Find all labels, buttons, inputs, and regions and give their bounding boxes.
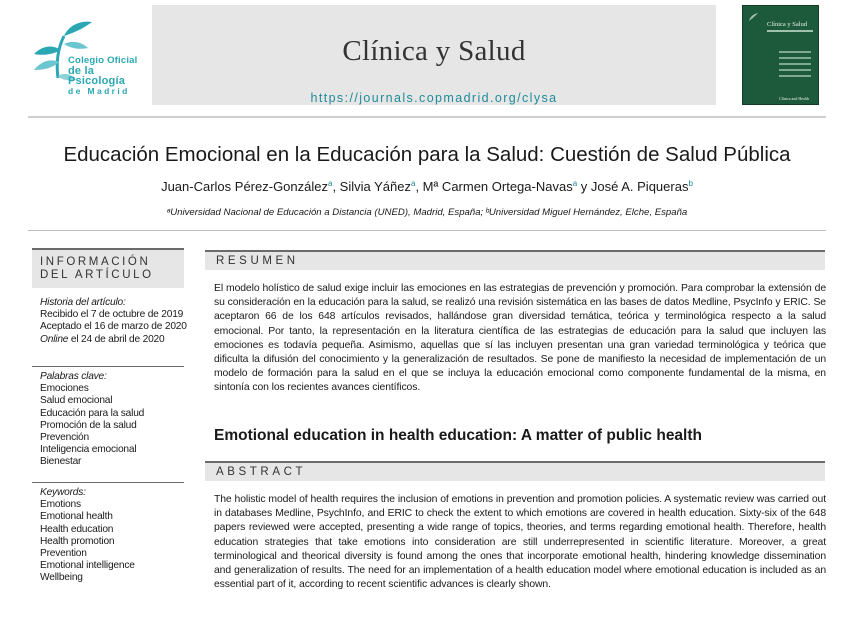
history-online	[40, 334, 190, 346]
author-affiliation-marker: a	[410, 179, 416, 188]
keyword-en: Emotional intelligence	[40, 560, 135, 572]
keywords-es-label: Palabras clave:	[40, 371, 107, 382]
history-received: Recibido el 7 de octubre de 2019	[40, 309, 184, 321]
article-info-heading-line-2: DEL ARTÍCULO	[40, 269, 154, 281]
logo-text	[68, 56, 148, 96]
sidebar-divider	[32, 366, 184, 367]
article-info-heading	[32, 248, 184, 288]
resumen-text: El modelo holístico de salud exige incluir las emociones en las estrategias de prevención y promoción. Para comprobar la extensión de su consideración en la educación para la salud, se realizó una revisión sistemática en las bases de datos Medline, PsycInfo y ERIC. Se aceptaron 66 de los 648 artículos revisados, hallándose gran diversidad temática, teórica y terminológica respecto a la salud emocional. Por tanto, la representación en la literatura científica de las estrategias de educación para la salud que incluyen las emociones es todavía pequeña. Asimismo, aquellas que sí las incluyen presentan una gran variedad terminológica y teórica que dificulta la difusión del conocimiento y la generalización de resultados. Se pone de manifiesto la necesidad de implementación de un modelo de formación para la salud en el que se incluya la educación emocional como componente fundamental de la misma, en sintonía con los recientes avances científicos.	[214, 283, 826, 394]
journal-name: Clínica y Salud	[342, 35, 526, 67]
keywords-en-label: Keywords:	[40, 487, 86, 498]
keyword-es: Salud emocional	[40, 395, 113, 407]
abstract-text: The holistic model of health requires the inclusion of emotions in prevention and promotion policies. A systematic review was carried out in databases Medline, PsychInfo, and ERIC to check the extent to which emotions are covered in health education. Sixty-six of the 648 papers reviewed were accepted, presenting a wide range of topics, theories, and terms regarding emotional health. Therefore, health education strategies that take emotions into consideration are still underrepresented in scientific literature. Moreover, a great terminological and theorical diversity is found among the ones that incorporate emotional health, hindering knowledge dissemination and generalization of results. The need for an implementation of a health education model where emotional education is included as an essential part of it, according to recent scientific advances is clearly shown.	[214, 494, 826, 591]
abstract-heading: ABSTRACT	[205, 461, 825, 481]
keyword-es: Prevención	[40, 432, 89, 444]
author-affiliation-marker: b	[688, 179, 693, 188]
keywords-english	[40, 487, 190, 585]
article-history	[40, 297, 190, 346]
keyword-en: Prevention	[40, 548, 87, 560]
author-affiliation-marker: a	[327, 179, 333, 188]
author-name: Mª Carmen Ortega-Navas	[422, 179, 573, 194]
author-name: José A. Piqueras	[590, 179, 689, 194]
author-list: Juan-Carlos Pérez-González$^a$, Silvia Yáñez$^a$, Mª Carmen Ortega-Navas$^a$ y José A. Piqueras$^b$	[161, 179, 693, 194]
article-info-heading-line-1: INFORMACIÓN	[40, 256, 151, 268]
keyword-en: Health promotion	[40, 535, 115, 547]
resumen-heading: RESUMEN	[205, 250, 825, 270]
header-divider	[28, 116, 826, 118]
history-label: Historia del artículo:	[40, 297, 126, 308]
cover-contents-lines	[779, 51, 811, 81]
article-title: Educación Emocional en la Educación para la Salud: Cuestión de Salud Pública	[63, 143, 791, 166]
keyword-en: Emotions	[40, 499, 81, 511]
author-name: Silvia Yáñez	[339, 179, 411, 194]
keyword-en: Wellbeing	[40, 572, 83, 584]
cover-subtitle-bar	[767, 30, 813, 32]
cover-title: Clínica y Salud	[767, 21, 808, 28]
keyword-es: Emociones	[40, 383, 89, 395]
sidebar-divider	[32, 482, 184, 483]
history-online-date: el 24 de abril de 2020	[68, 333, 165, 345]
keyword-en: Emotional health	[40, 511, 113, 523]
affiliations: ᵃUniversidad Nacional de Educación a Distancia (UNED), Madrid, España; ᵇUniversidad Miguel Hernández, Elche, España	[166, 207, 688, 218]
keywords-spanish	[40, 371, 190, 469]
keyword-es: Promoción de la salud	[40, 419, 137, 431]
history-online-label: Online	[40, 333, 69, 345]
english-title: Emotional education in health education: A matter of public health	[214, 427, 702, 444]
keyword-es: Educación para la salud	[40, 407, 145, 419]
keyword-en: Health education	[40, 523, 114, 535]
logo-line-3: de Madrid	[68, 86, 130, 96]
journal-masthead	[152, 5, 716, 105]
keyword-es: Bienestar	[40, 456, 82, 468]
logo-line-2: de la Psicología	[68, 65, 126, 87]
logo-line-1: Colegio Oficial	[68, 55, 138, 66]
author-affiliation-marker: a	[572, 179, 578, 188]
cover-footer: Clínica and Health	[779, 96, 809, 101]
journal-cover-icon	[742, 5, 819, 105]
keyword-es: Inteligencia emocional	[40, 444, 137, 456]
author-name: Juan-Carlos Pérez-González	[161, 179, 328, 194]
title-divider	[28, 230, 826, 231]
publisher-logo	[28, 18, 148, 96]
cover-logo-icon	[747, 12, 759, 22]
history-accepted: Aceptado el 16 de marzo de 2020	[40, 321, 187, 333]
journal-url-link[interactable]: https://journals.copmadrid.org/clysa	[310, 91, 558, 105]
